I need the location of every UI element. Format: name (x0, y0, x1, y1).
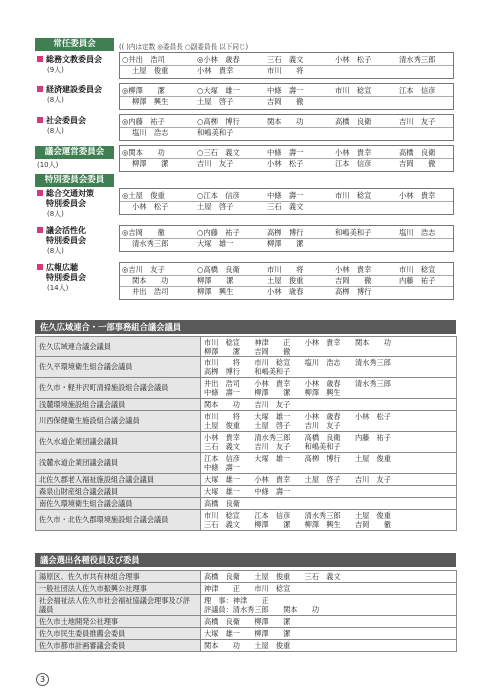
saku-table (35, 336, 457, 531)
member-row (120, 239, 453, 249)
member: 江本 信彦 (399, 86, 436, 95)
table-row (36, 432, 457, 453)
pink-square-icon (37, 86, 43, 92)
member: 土屋 俊重 (267, 276, 304, 285)
committee-count: (9人) (47, 66, 64, 74)
table-row (36, 640, 457, 652)
row-members: 高橋 良衛 柳澤 潔 (201, 616, 457, 628)
member-box (119, 262, 454, 300)
row-label: 佐久市・北佐久郡環境施設組合議会議員 (36, 510, 201, 531)
row-label: 佐久市民生委員推薦会委員 (36, 628, 201, 640)
row-label: 北佐久郡老人福祉施設組合議会議員 (36, 474, 201, 486)
committee-count: (8人) (47, 96, 64, 104)
member: ◎小林 歳春 (197, 55, 240, 64)
committee-name: 経済建設委員会 (37, 85, 102, 95)
member-row (120, 148, 453, 158)
member: 高橋 良衛 (399, 148, 436, 157)
member-row (120, 191, 453, 201)
pink-square-icon (37, 264, 43, 270)
pink-square-icon (37, 190, 43, 196)
row-members: 高橋 良衛 土屋 俊重 三石 義文 (201, 571, 457, 583)
table-row (36, 411, 457, 432)
member-row (120, 276, 453, 286)
member-row (120, 287, 453, 297)
committee-count: (8人) (47, 247, 64, 255)
member: 吉川 友子 (399, 117, 436, 126)
row-label: 佐久広域連合議会議員 (36, 337, 201, 357)
member: 市川 将 (267, 265, 304, 274)
committee-name: 総合交通対策 特別委員会 (37, 189, 94, 209)
member: 小林 松子 (267, 159, 304, 168)
member: 小林 貴幸 (197, 66, 234, 75)
row-members: 神津 正 市川 稔宣 (201, 583, 457, 595)
member: 井出 浩司 (132, 287, 169, 296)
table-row (36, 357, 457, 378)
pink-square-icon (37, 117, 43, 123)
table-row (36, 510, 457, 531)
page-number: 3 (36, 673, 49, 686)
committee-count: (10人) (37, 161, 59, 169)
member: 土屋 俊重 (132, 66, 169, 75)
member: 小林 松子 (335, 55, 372, 64)
member: 吉岡 徹 (267, 97, 304, 106)
table-row (36, 628, 457, 640)
table-row (36, 486, 457, 498)
row-members: 市川 稔宣 江本 信彦 清水秀三郎 土屋 俊重 三石 義文 柳澤 潔 柳澤 興生 吉岡 徹 (201, 510, 457, 531)
member: 小林 松子 (132, 202, 169, 211)
member-row (120, 128, 453, 138)
member-row (120, 117, 453, 127)
member: 中條 壽一 (267, 86, 304, 95)
member: 小林 貴幸 (399, 191, 436, 200)
member: 中條 壽一 (267, 191, 304, 200)
row-members: 江本 信彦 大塚 雄一 高栁 博行 土屋 俊重 中條 壽一 (201, 453, 457, 474)
member: 土屋 啓子 (197, 202, 234, 211)
member: ○江本 信彦 (197, 191, 240, 200)
committee-count: (8人) (47, 210, 64, 218)
member: 市川 稔宣 (335, 86, 372, 95)
row-label: 川西保健衛生施設組合議会議員 (36, 411, 201, 432)
member: ○井出 浩司 (122, 55, 165, 64)
member: 高栁 博行 (267, 228, 304, 237)
row-members: 大塚 雄一 柳澤 潔 (201, 628, 457, 640)
row-label: 佐久市都市計画審議会委員 (36, 640, 201, 652)
legend-note: (( )内は定数 ◎委員長 ○副委員長 以下同じ) (119, 43, 249, 51)
member: 和嶋美和子 (335, 228, 372, 237)
member: 江本 信彦 (335, 159, 372, 168)
elected-section-header: 議会選出各種役員及び委員 (35, 553, 456, 567)
member: 塩川 浩志 (399, 228, 436, 237)
member: 柳澤 潔 (267, 239, 304, 248)
member-box (119, 188, 454, 215)
row-label: 佐久市・軽井沢町清掃施設組合議会議員 (36, 378, 201, 399)
member: 柳澤 興生 (197, 287, 234, 296)
member: 中條 壽一 (267, 148, 304, 157)
member-row (120, 55, 453, 65)
member: 柳澤 興生 (132, 97, 169, 106)
member-box (119, 52, 454, 79)
member: 塩川 浩志 (132, 128, 169, 137)
member-box (119, 114, 454, 141)
table-row (36, 571, 457, 583)
member: 市川 稔宣 (399, 265, 436, 274)
committee-name: 社会委員会 (37, 116, 86, 126)
member: 小林 歳春 (267, 287, 304, 296)
member: 高栁 博行 (335, 287, 372, 296)
member: 市川 稔宣 (335, 191, 372, 200)
member: 吉岡 徹 (335, 276, 372, 285)
table-row (36, 474, 457, 486)
table-row (36, 498, 457, 510)
member-row (120, 202, 453, 212)
row-label: 森泉山財産組合議会議員 (36, 486, 201, 498)
member: 柳澤 潔 (197, 276, 234, 285)
member-row (120, 66, 453, 76)
member-row (120, 97, 453, 107)
row-label: 浅麓環境施設組合議会議員 (36, 399, 201, 411)
steering-committee-header: 議会運営委員会 (35, 146, 114, 159)
row-members: 大塚 雄一 中條 壽一 (201, 486, 457, 498)
row-label: 佐久水道企業団議会議員 (36, 432, 201, 453)
member: 三石 義文 (267, 202, 304, 211)
table-row (36, 399, 457, 411)
member-row (120, 228, 453, 238)
committee-name: 総務文教委員会 (37, 55, 102, 65)
member: 小林 貴幸 (335, 148, 372, 157)
member: 三石 義文 (267, 55, 304, 64)
row-label: 佐久平環境衛生組合議会議員 (36, 357, 201, 378)
member: ○大塚 雄一 (197, 86, 240, 95)
committee-name: 広報広聴 特別委員会 (37, 263, 86, 283)
member: ◎吉岡 徹 (122, 228, 165, 237)
member: 小林 貴幸 (335, 265, 372, 274)
row-members: 大塚 雄一 小林 貴幸 土屋 啓子 吉川 友子 (201, 474, 457, 486)
member: ◎内藤 祐子 (122, 117, 165, 126)
row-members: 理 事：神津 正 評議員：清水秀三郎 関本 功 (201, 595, 457, 616)
member: 内藤 祐子 (399, 276, 436, 285)
row-members: 市川 将 市川 稔宣 塩川 浩志 清水秀三郎 高栁 博行 和嶋美和子 (201, 357, 457, 378)
table-row (36, 378, 457, 399)
table-row (36, 453, 457, 474)
row-members: 関本 功 土屋 俊重 (201, 640, 457, 652)
committee-count: (8人) (47, 127, 64, 135)
member: 土屋 啓子 (197, 97, 234, 106)
row-label: 南佐久環境衛生組合議会議員 (36, 498, 201, 510)
elected-table (35, 570, 457, 652)
member: 柳澤 潔 (132, 159, 169, 168)
member: 関本 功 (267, 117, 304, 126)
member: 市川 将 (267, 66, 304, 75)
table-row (36, 616, 457, 628)
member: ○高橋 良衛 (197, 265, 240, 274)
member: ◎吉川 友子 (122, 265, 165, 274)
member: ◎柳澤 潔 (122, 86, 165, 95)
table-row (36, 595, 457, 616)
row-members: 市川 将 大塚 雄一 小林 歳春 小林 松子 土屋 俊重 土屋 啓子 吉川 友子 (201, 411, 457, 432)
row-members: 高橋 良衛 (201, 498, 457, 510)
member: 和嶋美和子 (197, 128, 234, 137)
row-members: 市川 稔宣 神津 正 小林 貴幸 関本 功 柳澤 潔 吉岡 徹 (201, 337, 457, 357)
member: 吉岡 徹 (399, 159, 436, 168)
member-row (120, 265, 453, 275)
table-row (36, 583, 457, 595)
special-committee-header: 特別委員会委員 (35, 174, 114, 187)
committee-name: 議会活性化 特別委員会 (37, 226, 86, 246)
row-label: 湯原区、佐久市共有林組合理事 (36, 571, 201, 583)
row-members: 小林 貴幸 清水秀三郎 高橋 良衛 内藤 祐子 三石 義文 吉川 友子 和嶋美和子 (201, 432, 457, 453)
row-label: 佐久市土地開発公社理事 (36, 616, 201, 628)
member: ○三石 義文 (197, 148, 240, 157)
member: ○高栁 博行 (197, 117, 240, 126)
member-box (119, 83, 454, 110)
row-label: 一般社団法人佐久市振興公社理事 (36, 583, 201, 595)
table-row (36, 337, 457, 357)
member-box (119, 145, 454, 172)
member: ○内藤 祐子 (197, 228, 240, 237)
member: 清水秀三郎 (399, 55, 436, 64)
member: 吉川 友子 (197, 159, 234, 168)
member: ◎土屋 俊重 (122, 191, 165, 200)
member: 清水秀三郎 (132, 239, 169, 248)
member-box (119, 225, 454, 252)
member-row (120, 159, 453, 169)
row-members: 井出 浩司 小林 貴幸 小林 歳春 清水秀三郎 中條 壽一 柳澤 潔 柳澤 興生 (201, 378, 457, 399)
row-members: 関本 功 吉川 友子 (201, 399, 457, 411)
pink-square-icon (37, 227, 43, 233)
pink-square-icon (37, 56, 43, 62)
member: 高橋 良衛 (335, 117, 372, 126)
committee-count: (14人) (47, 284, 69, 292)
standing-committee-header: 常任委員会 (35, 38, 114, 51)
row-label: 浅麓水道企業団議会議員 (36, 453, 201, 474)
row-label: 社会福祉法人佐久市社会福祉協議会理事及び評議員 (36, 595, 201, 616)
member: 関本 功 (132, 276, 169, 285)
member: ◎関本 功 (122, 148, 165, 157)
member: 大塚 雄一 (197, 239, 234, 248)
saku-section-header: 佐久広域連合・一部事務組合議会議員 (35, 320, 456, 334)
member-row (120, 86, 453, 96)
